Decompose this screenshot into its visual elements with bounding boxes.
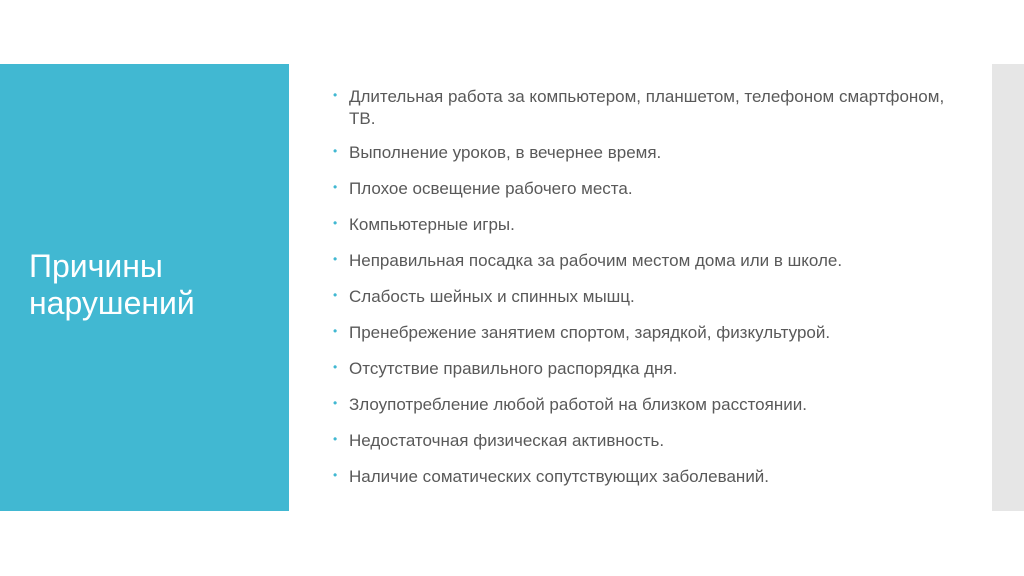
bullet-text: Пренебрежение занятием спортом, зарядкой, физкультурой. xyxy=(349,323,831,342)
side-strip xyxy=(992,64,1024,511)
bullet-list xyxy=(328,86,968,502)
bullet-dot-icon: • xyxy=(333,88,338,102)
bullet-dot-icon: • xyxy=(333,180,338,194)
bullet-dot-icon: • xyxy=(333,288,338,302)
bullet-dot-icon: • xyxy=(333,360,338,374)
bullet-item xyxy=(328,466,968,488)
bullet-text: Неправильная посадка за рабочим местом дома или в школе. xyxy=(349,251,843,270)
bullet-text: Длительная работа за компьютером, планшетом, телефоном смартфоном, ТВ. xyxy=(349,87,945,128)
bullet-item xyxy=(328,394,968,416)
bullet-text: Плохое освещение рабочего места. xyxy=(349,179,633,198)
bullet-text: Злоупотребление любой работой на близком расстоянии. xyxy=(349,395,807,414)
bullet-item xyxy=(328,322,968,344)
bullet-dot-icon: • xyxy=(333,468,338,482)
bullet-text: Выполнение уроков, в вечернее время. xyxy=(349,143,662,162)
bullet-text: Недостаточная физическая активность. xyxy=(349,431,665,450)
slide-title: Причины нарушений xyxy=(29,248,195,321)
bullet-text: Наличие соматических сопутствующих заболеваний. xyxy=(349,467,770,486)
bullet-text: Слабость шейных и спинных мышц. xyxy=(349,287,635,306)
bullet-item xyxy=(328,142,968,164)
bullet-dot-icon: • xyxy=(333,324,338,338)
bullet-item xyxy=(328,286,968,308)
bullet-item xyxy=(328,86,968,130)
bullet-item xyxy=(328,250,968,272)
bullet-item xyxy=(328,430,968,452)
bullet-text: Компьютерные игры. xyxy=(349,215,515,234)
bullet-text: Отсутствие правильного распорядка дня. xyxy=(349,359,678,378)
bullet-item xyxy=(328,178,968,200)
bullet-item xyxy=(328,214,968,236)
bullet-item xyxy=(328,358,968,380)
bullet-dot-icon: • xyxy=(333,432,338,446)
bullet-dot-icon: • xyxy=(333,216,338,230)
bullet-dot-icon: • xyxy=(333,144,338,158)
bullet-dot-icon: • xyxy=(333,252,338,266)
bullet-dot-icon: • xyxy=(333,396,338,410)
